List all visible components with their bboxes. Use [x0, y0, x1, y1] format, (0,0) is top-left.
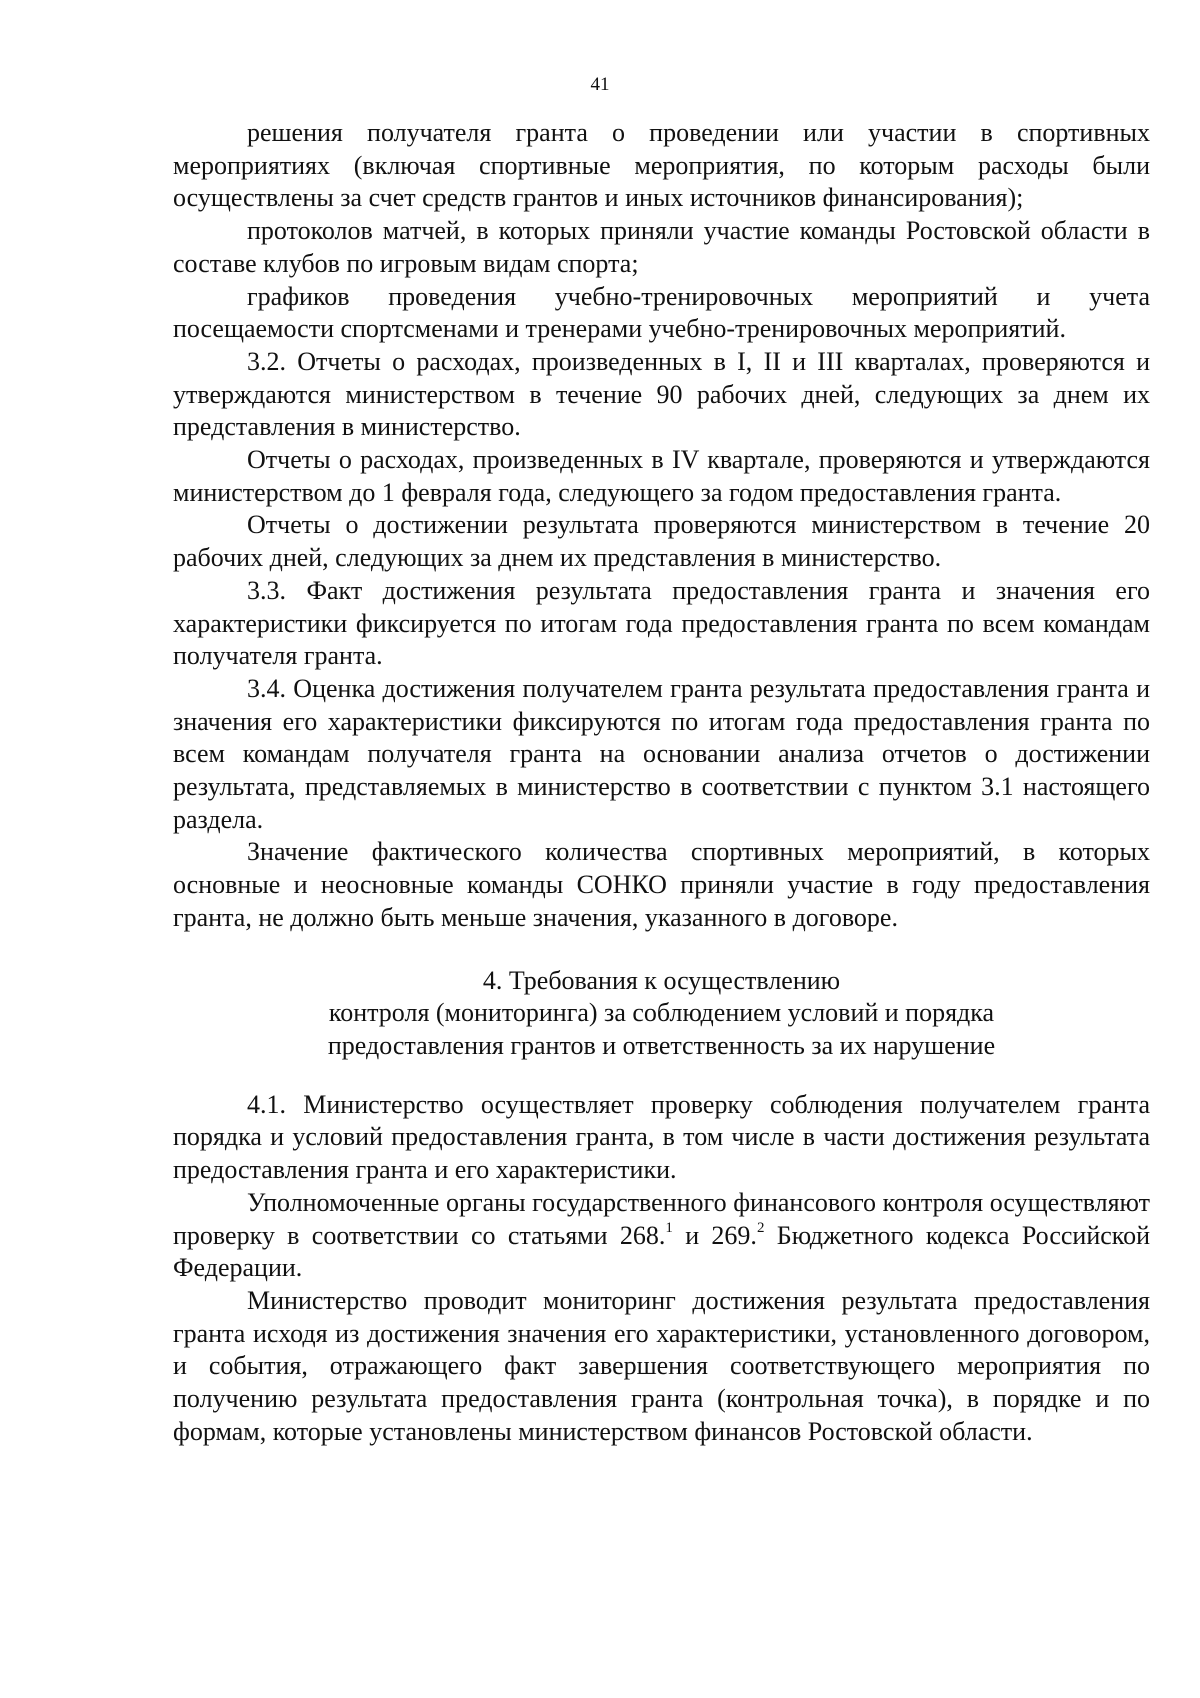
- paragraph-result-reports: Отчеты о достижении результата проверяются министерством в течение 20 рабочих дней, следующих за днем их представления в министерство.: [173, 510, 1150, 573]
- paragraph-q4-reports: Отчеты о расходах, произведенных в IV квартале, проверяются и утверждаются министерством до 1 февраля года, следующего за годом предоставления гранта.: [173, 445, 1150, 507]
- footnote-marker-1: 1: [665, 1219, 673, 1236]
- paragraph-training-schedules: графиков проведения учебно-тренировочных мероприятий и учета посещаемости спортсменами и тренерами учебно-тренировочных мероприятий.: [173, 281, 1150, 344]
- footnote-marker-2: 2: [756, 1219, 765, 1236]
- section-4-heading: [173, 965, 1150, 1063]
- paragraph-4-1: 4.1. Министерство осуществляет проверку соблюдения получателем гранта порядка и условий предоставления гранта, в том числе в части достижения результата предоставления гранта и его характеристики.: [173, 1089, 1150, 1185]
- section-heading-line-2: контроля (мониторинга) за соблюдением условий и порядка: [328, 998, 995, 1028]
- section-heading-line-1: 4. Требования к осуществлению: [482, 965, 841, 995]
- financial-control-text-middle: и 269.: [672, 1220, 757, 1250]
- paragraph-events-count: Значение фактического количества спортивных мероприятий, в которых основные и неосновные команды СОНКО приняли участие в году предоставления гранта, не должно быть меньше значения, указанного в договоре.: [173, 837, 1150, 932]
- paragraph-match-protocols: протоколов матчей, в которых приняли участие команды Ростовской области в составе клубов по игровым видам спорта;: [173, 216, 1150, 278]
- section-heading-line-3: предоставления грантов и ответственность за их нарушение: [327, 1030, 996, 1060]
- paragraph-3-4: 3.4. Оценка достижения получателем гранта результата предоставления гранта и значения его характеристики фиксируются по итогам года предоставления гранта по всем командам получателя гранта на основании анализа отчетов о достижении результата, представляемых в министерство в соответствии с пунктом 3.1 настоящего раздела.: [173, 673, 1150, 834]
- paragraph-decisions-clause: решения получателя гранта о проведении или участии в спортивных мероприятиях (включая спортивные мероприятия, по которым расходы были осуществлены за счет средств грантов и иных источников финансирования);: [173, 118, 1150, 213]
- financial-control-text-start: Уполномоченные органы государственного финансового контроля осуществляют проверку в соответствии со статьями 268.: [173, 1187, 1150, 1250]
- paragraph-financial-control: [173, 1187, 1150, 1285]
- paragraph-3-3: 3.3. Факт достижения результата предоставления гранта и значения его характеристики фиксируется по итогам года предоставления гранта по всем командам получателя гранта.: [173, 575, 1150, 671]
- paragraph-monitoring: Министерство проводит мониторинг достижения результата предоставления гранта исходя из достижения значения его характеристики, установленного договором, и события, отражающего факт завершения соответствующего мероприятия по получению результата предоставления гранта (контрольная точка), в порядке и по формам, которые установлены министерством финансов Ростовской области.: [173, 1285, 1150, 1446]
- page-number: 41: [590, 74, 610, 95]
- financial-control-text-end: Бюджетного кодекса Российской Федерации.: [173, 1220, 1150, 1283]
- document-body: [173, 117, 1150, 1448]
- paragraph-3-2: 3.2. Отчеты о расходах, произведенных в I, II и III кварталах, проверяются и утверждаются министерством в течение 90 рабочих дней, следующих за днем их представления в министерство.: [173, 346, 1150, 442]
